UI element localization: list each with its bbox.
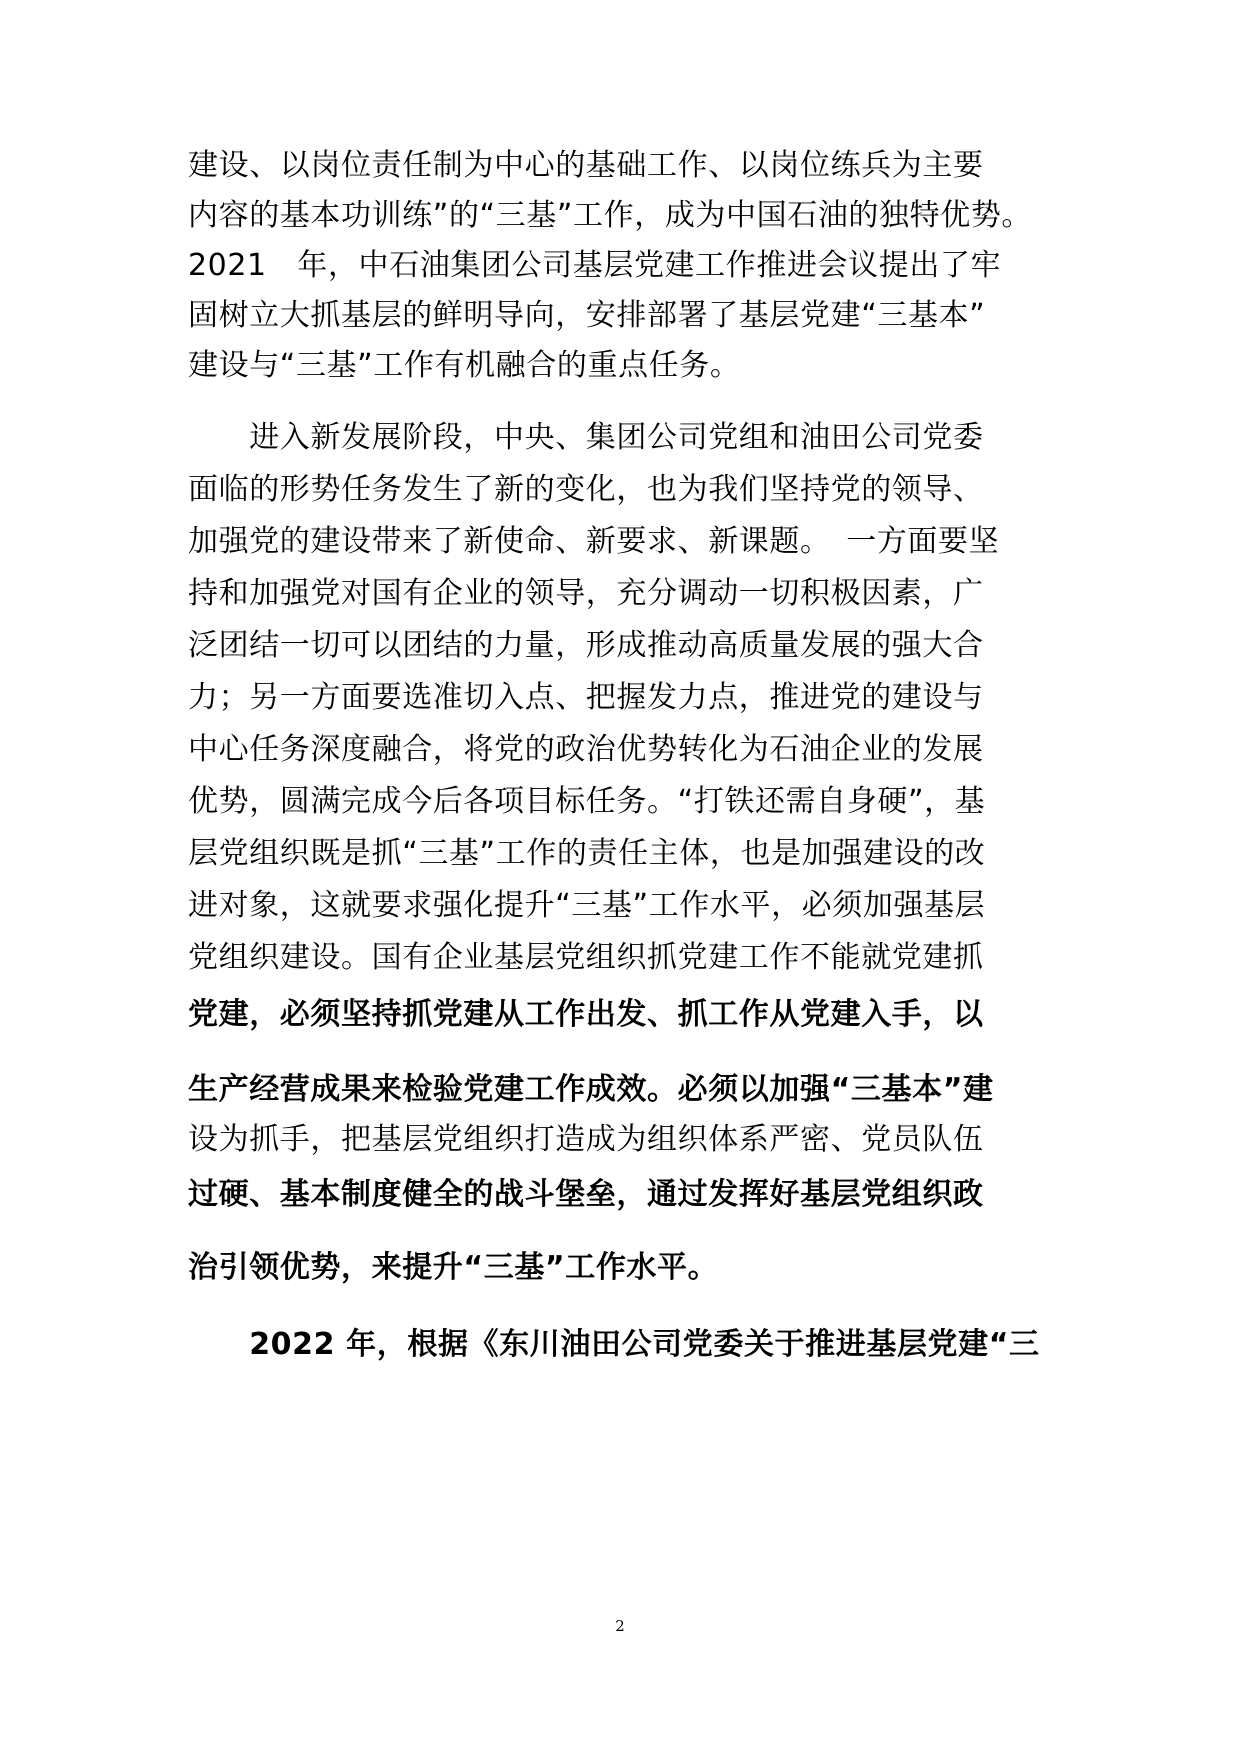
text-line-bold: 治引领优势，来提升“三基”工作水平。 [188,1250,719,1285]
text-line: 力；另一方面要选准切入点、把握发力点，推进党的建设与 [188,680,984,715]
text-line: 持和加强党对国有企业的领导，充分调动一切积极因素，广 [188,576,984,611]
text-line: 面临的形势任务发生了新的变化，也为我们坚持党的领导、 [188,472,984,507]
text-line: 进入新发展阶段，中央、集团公司党组和油田公司党委 [188,420,984,455]
text-line-bold: 过硬、基本制度健全的战斗堡垒，通过发挥好基层党组织政 [188,1177,984,1212]
text-line: 中心任务深度融合，将党的政治优势转化为石油企业的发展 [188,732,984,767]
text-line-bold: 2022 年，根据《东川油田公司党委关于推进基层党建“三 [188,1327,1040,1362]
text-line: 设为抓手，把基层党组织打造成为组织体系严密、党员队伍 [188,1122,984,1157]
text-line-bold: 生产经营成果来检验党建工作成效。必须以加强“三基本”建 [188,1072,994,1107]
text-line: 建设、以岗位责任制为中心的基础工作、以岗位练兵为主要 [188,148,984,183]
text-line: 加强党的建设带来了新使命、新要求、新课题。 一方面要坚 [188,524,1000,559]
page-number: 2 [615,1617,625,1635]
text-line: 固树立大抓基层的鲜明导向，安排部署了基层党建“三基本” [188,298,986,333]
text-line: 进对象，这就要求强化提升“三基”工作水平，必须加强基层 [188,888,986,923]
text-line: 党组织建设。国有企业基层党组织抓党建工作不能就党建抓 [188,940,984,975]
text-line: 建设与“三基”工作有机融合的重点任务。 [188,348,741,383]
text-line: 2021 年，中石油集团公司基层党建工作推进会议提出了牢 [188,248,1002,283]
text-line: 内容的基本功训练”的“三基”工作，成为中国石油的独特优势。 [188,198,1033,233]
text-line-bold: 党建，必须坚持抓党建从工作出发、抓工作从党建入手，以 [188,997,984,1032]
text-line: 泛团结一切可以团结的力量，形成推动高质量发展的强大合 [188,628,984,663]
text-line: 优势，圆满完成今后各项目标任务。“打铁还需自身硬”，基 [188,784,986,819]
text-line: 层党组织既是抓“三基”工作的责任主体，也是加强建设的改 [188,836,986,871]
